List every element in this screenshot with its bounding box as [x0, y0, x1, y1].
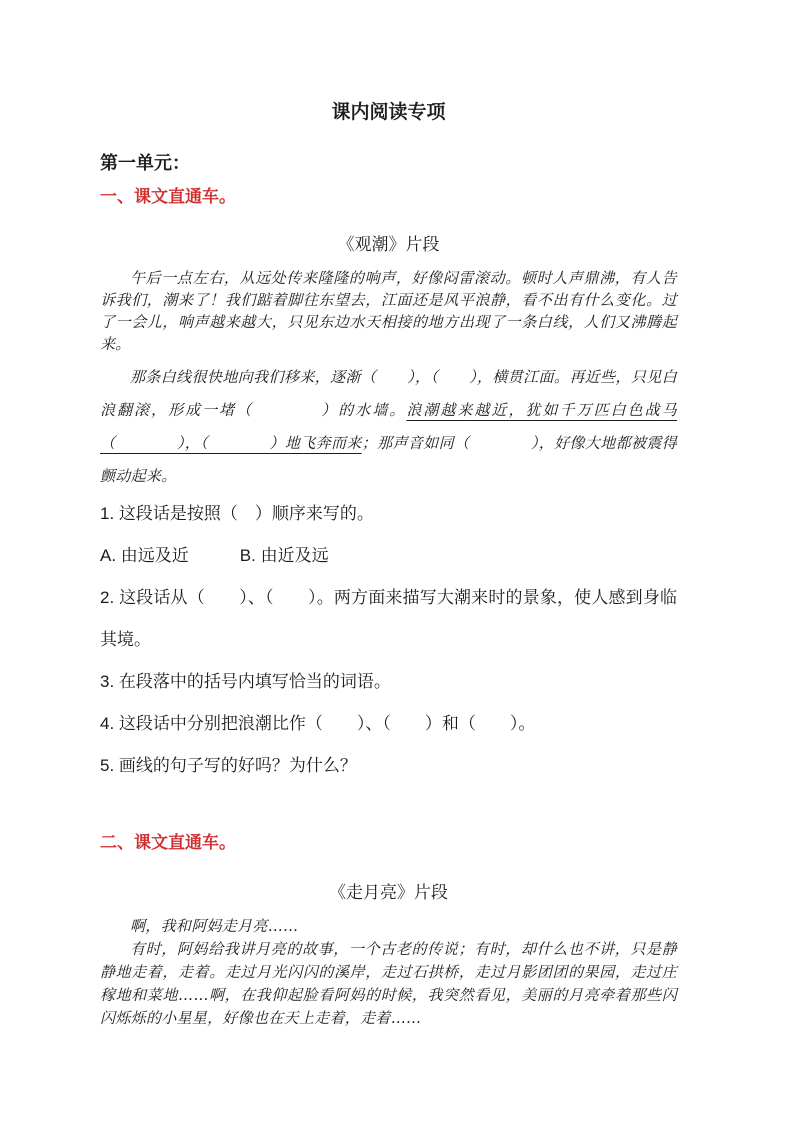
passage-2-paragraph-1: 啊，我和阿妈走月亮……	[130, 917, 299, 935]
question-2: 2. 这段话从（ ）、（ ）。两方面来描写大潮来时的景象，使人感到身临其境。	[100, 588, 677, 649]
passage-2-title: 《走月亮》片段	[329, 883, 448, 902]
question-5: 5. 画线的句子写的好吗？为什么？	[100, 756, 357, 775]
doc-title: 课内阅读专项	[331, 102, 446, 123]
unit-heading: 第一单元：	[100, 153, 190, 173]
question-list	[100, 493, 677, 787]
question-4: 4. 这段话中分别把浪潮比作（ ）、（ ）和（ ）。	[100, 714, 536, 733]
section-2-heading: 二、课文直通车。	[100, 833, 236, 852]
question-3: 3. 在段落中的括号内填写恰当的词语。	[100, 672, 391, 691]
question-1: 1. 这段话是按照（ ）顺序来写的。	[100, 504, 374, 523]
blank-para-post: ；那声音如同（ ），好像大地都被震得颤动起来。	[100, 434, 678, 485]
fill-blank-paragraph	[100, 361, 677, 493]
section-guanchao	[100, 187, 677, 787]
underlined-sentence: 浪潮越来越近，犹如千万匹白色战马（ ），（ ）地飞奔而来	[100, 401, 677, 452]
passage-2-paragraph-2: 有时，阿妈给我讲月亮的故事，一个古老的传说；有时，却什么也不讲，只是静静地走着，走着。走过月光闪闪的溪岸，走过石拱桥，走过月影团团的果园，走过庄稼地和菜地……啊，在我仰起脸看阿妈的时候，我突然看见，美丽的月亮牵着那些闪闪烁烁的小星星，好像也在天上走着，走着……	[100, 940, 677, 1027]
passage-1-title: 《观潮》片段	[337, 235, 440, 254]
section-zouyueliang	[100, 833, 677, 1030]
question-1-options: A. 由远及近 B. 由近及远	[100, 546, 329, 565]
section-1-heading: 一、课文直通车。	[100, 187, 236, 206]
passage-1-paragraph: 午后一点左右，从远处传来隆隆的响声，好像闷雷滚动。顿时人声鼎沸，有人告诉我们，潮来了！我们踮着脚往东望去，江面还是风平浪静，看不出有什么变化。过了一会儿，响声越来越大，只见东边水天相接的地方出现了一条白线，人们又沸腾起来。	[100, 269, 677, 353]
blank-para-pre: 那条白线很快地向我们移来，逐渐（ ），（ ），横贯江面。再近些，只见白浪翻滚，形成一堵（ ）的水墙。	[100, 368, 677, 419]
